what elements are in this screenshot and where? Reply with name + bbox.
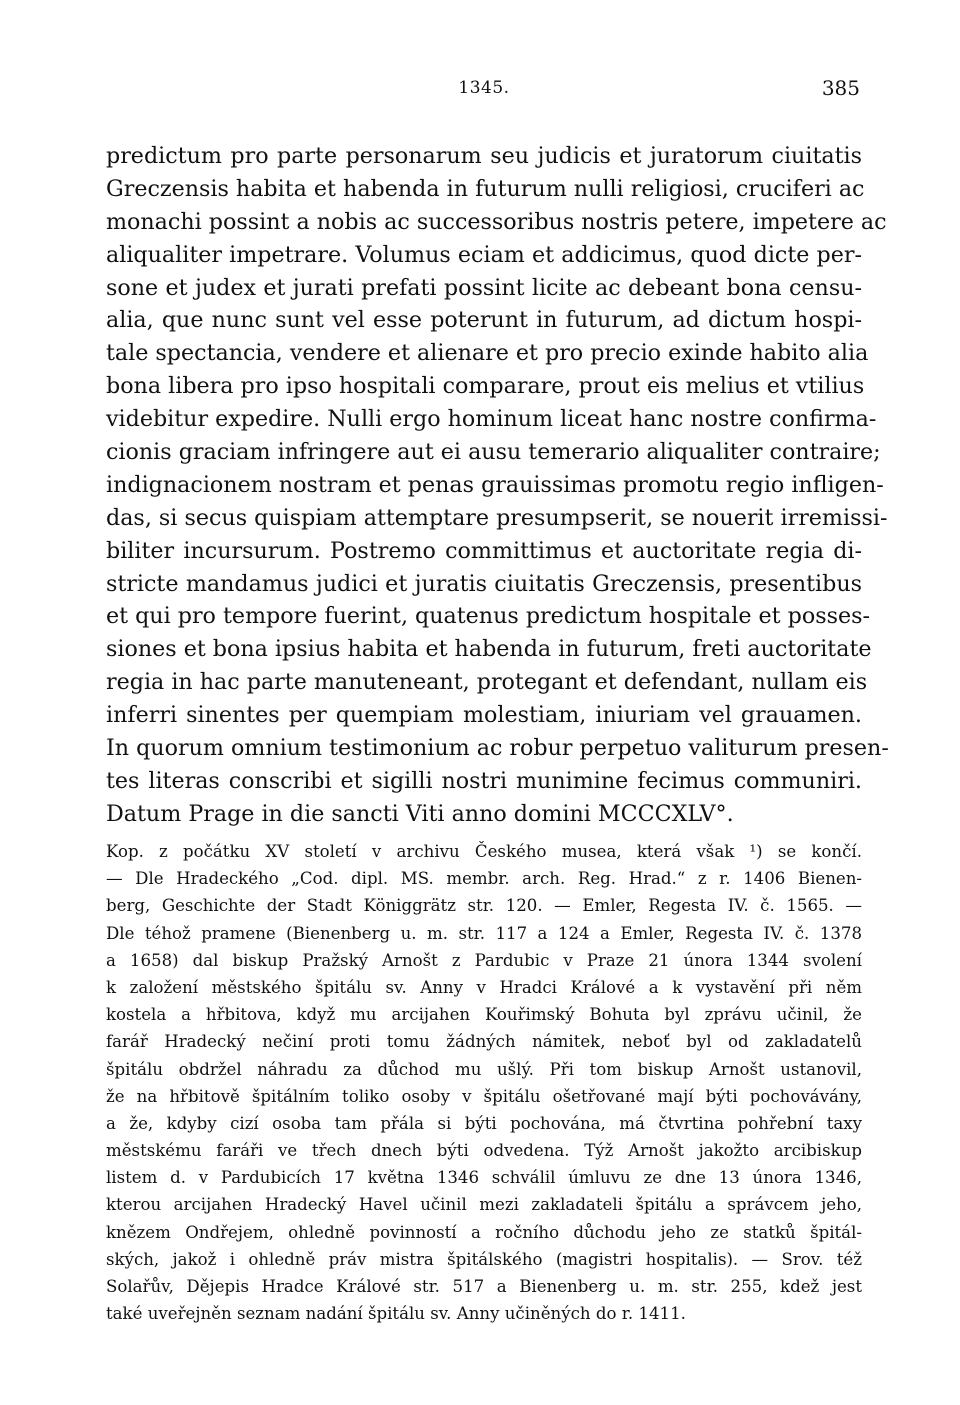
- text-line: cionis graciam infringere aut ei ausu temerario aliqualiter contraire;: [106, 439, 881, 466]
- text-line: stricte mandamus judici et juratis ciuitatis Greczensis, presentibus: [106, 570, 862, 597]
- text-line: Datum Prage in die sancti Viti anno domini MCCCXLV°.: [106, 800, 734, 827]
- footnote-commentary: [106, 838, 862, 1327]
- note-line: Dle téhož pramene (Bienenberg u. m. str. 117 a 124 a Emler, Regesta IV. č. 1378: [106, 923, 862, 943]
- text-line: In quorum omnium testimonium ac robur perpetuo valiturum presen-: [106, 735, 889, 762]
- header-year: 1345.: [458, 78, 510, 98]
- note-line: kostela a hřbitova, když mu arcijahen Kouřimský Bohuta byl zprávu učinil, že: [106, 1005, 862, 1025]
- text-line: siones et bona ipsius habita et habenda in futurum, freti auctoritate: [106, 636, 872, 663]
- text-line: sone et judex et jurati prefati possint licite ac debeant bona censu-: [106, 274, 862, 301]
- text-line: alia, que nunc sunt vel esse poterunt in futurum, ad dictum hospi-: [106, 307, 862, 334]
- text-line: videbitur expedire. Nulli ergo hominum liceat hanc nostre confirma-: [106, 406, 877, 433]
- text-line: bona libera pro ipso hospitali comparare, prout eis melius et vtilius: [106, 373, 865, 400]
- note-line: k založení městského špitálu sv. Anny v Hradci Králové a k vystavění při něm: [106, 977, 862, 997]
- note-line: listem d. v Pardubicích 17 května 1346 schválil úmluvu ze dne 13 února 1346,: [106, 1168, 862, 1188]
- note-line: a 1658) dal biskup Pražský Arnošt z Pardubic v Praze 21 února 1344 svolení: [106, 950, 862, 970]
- note-line: špitálu obdržel náhradu za důchod mu ušlý. Při tom biskup Arnošt ustanovil,: [106, 1059, 862, 1079]
- note-line: ských, jakož i ohledně práv mistra špitálského (magistri hospitalis). — Srov. též: [106, 1249, 862, 1269]
- text-line: Greczensis habita et habenda in futurum nulli religiosi, cruciferi ac: [106, 175, 865, 202]
- text-line: regia in hac parte manuteneant, protegant et defendant, nullam eis: [106, 669, 868, 696]
- note-line: farář Hradecký nečiní proti tomu žádných námitek, neboť byl od zakladatelů: [106, 1032, 862, 1052]
- note-line: — Dle Hradeckého „Cod. dipl. MS. membr. arch. Reg. Hrad.“ z r. 1406 Bienen-: [106, 869, 862, 889]
- note-line: a že, kdyby cizí osoba tam přála si býti pochována, má čtvrtina pohřební taxy: [106, 1113, 862, 1133]
- note-line: berg, Geschichte der Stadt Königgrätz str. 120. — Emler, Regesta IV. č. 1565. —: [106, 896, 862, 916]
- text-line: monachi possint a nobis ac successoribus nostris petere, impetere ac: [106, 208, 887, 235]
- note-line: Solařův, Dějepis Hradce Králové str. 517 a Bienenberg u. m. str. 255, kdež jest: [106, 1277, 862, 1296]
- note-line: Kop. z počátku XV století v archivu Českého musea, která však ¹) se končí.: [106, 842, 862, 861]
- text-line: aliqualiter impetrare. Volumus eciam et addicimus, quod dicte per-: [106, 241, 862, 268]
- text-line: indignacionem nostram et penas grauissimas promotu regio infligen-: [106, 471, 884, 498]
- text-line: inferri sinentes per quempiam molestiam, iniuriam vel grauamen.: [106, 702, 862, 729]
- note-line: také uveřejněn seznam nadání špitálu sv. Anny učiněných do r. 1411.: [106, 1304, 686, 1324]
- text-line: tale spectancia, vendere et alienare et pro precio exinde habito alia: [106, 340, 869, 367]
- text-line: das, si secus quispiam attemptare presumpserit, se nouerit irremissi-: [106, 504, 888, 531]
- main-latin-text: [106, 140, 889, 831]
- note-line: že na hřbitově špitálním toliko osoby v špitálu ošetřované mají býti pochovávány,: [106, 1086, 862, 1106]
- page-number: 385: [821, 76, 860, 100]
- text-line: predictum pro parte personarum seu judicis et juratorum ciuitatis: [106, 143, 862, 169]
- running-header: [108, 78, 860, 104]
- text-line: et qui pro tempore fuerint, quatenus predictum hospitale et posses-: [106, 603, 870, 630]
- text-line: tes literas conscribi et sigilli nostri munimine fecimus communiri.: [106, 767, 862, 794]
- text-line: biliter incursurum. Postremo committimus et auctoritate regia di-: [106, 537, 862, 564]
- note-line: knězem Ondřejem, ohledně povinností a ročního důchodu jeho ze statků špitál-: [106, 1222, 862, 1242]
- note-line: městskému faráři ve třech dnech býti odvedena. Týž Arnošt jakožto arcibiskup: [106, 1141, 862, 1161]
- note-line: kterou arcijahen Hradecký Havel učinil mezi zakladateli špitálu a správcem jeho,: [106, 1195, 862, 1215]
